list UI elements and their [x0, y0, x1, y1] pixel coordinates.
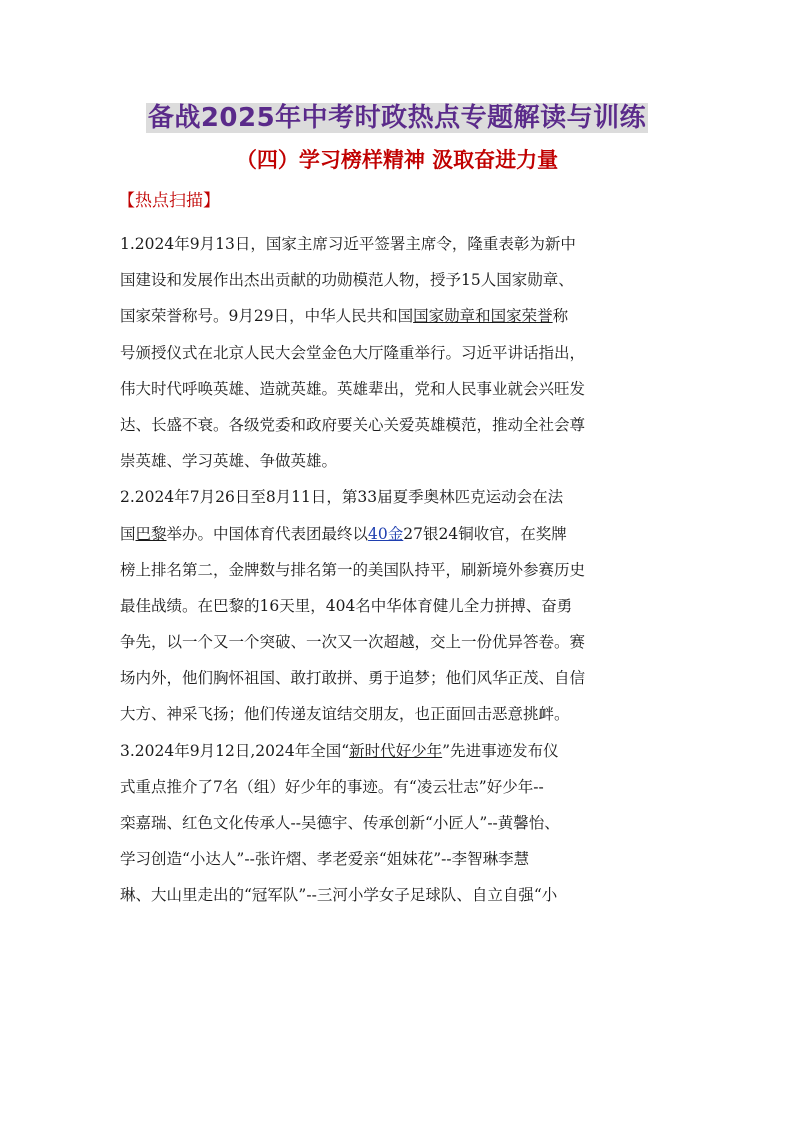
text-segment: 举办。中国体育代表团最终以: [166, 524, 369, 543]
text-line: 大方、神采飞扬；他们传递友谊结交朋友，也正面回击恶意挑衅。: [120, 705, 570, 724]
text-line: 最佳战绩。在巴黎的16天里，404名中华体育健儿全力拼搏、奋勇: [120, 596, 573, 615]
text-segment: 27银24铜收官，在奖牌: [403, 524, 567, 543]
section-label: 【热点扫描】: [118, 191, 220, 211]
paragraph-3: [120, 733, 680, 914]
text-line: 争先，以一个又一个突破、一次又一次超越，交上一份优异答卷。赛: [120, 633, 586, 652]
text-line: 1.2024年9月13日，国家主席习近平签署主席令，隆重表彰为新中: [120, 235, 576, 253]
text-line: 号颁授仪式在北京人民大会堂金色大厅隆重举行。习近平讲话指出，: [120, 343, 586, 362]
inline-link[interactable]: 国家勋章和国家荣誉: [413, 307, 553, 326]
text-segment: 3.2024年9月12日,2024年全国“: [120, 741, 350, 760]
paragraph-2: [120, 479, 680, 732]
inline-link[interactable]: 新时代好少年: [349, 741, 443, 760]
text-segment: 国: [120, 524, 136, 543]
text-segment: ”先进事迹发布仪: [442, 741, 559, 760]
text-line: 学习创造“小达人”--张许熠、孝老爱亲“姐妹花”--李智琳李慧: [120, 850, 530, 869]
paragraph-1: [120, 226, 680, 479]
text-line: 榜上排名第二，金牌数与排名第一的美国队持平，刷新境外参赛历史: [120, 560, 586, 579]
text-line: 国建设和发展作出杰出贡献的功勋模范人物，授予15人国家勋章、: [120, 271, 574, 290]
text-line: 栾嘉瑞、红色文化传承人--吴德宇、传承创新“小匠人”--黄馨怡、: [120, 814, 560, 832]
body-text: [120, 226, 680, 914]
text-line: [120, 733, 680, 769]
text-line: 2.2024年7月26日至8月11日，第33届夏季奥林匹克运动会在法: [120, 488, 564, 507]
text-line: 琳、大山里走出的“冠军队”--三河小学女子足球队、自立自强“小: [120, 886, 558, 905]
inline-link[interactable]: 40金: [368, 524, 404, 543]
text-line: 达、长盛不衰。各级党委和政府要关心关爱英雄模范，推动全社会尊: [120, 415, 586, 434]
page-subtitle: （四）学习榜样精神 汲取奋进力量: [235, 148, 559, 172]
text-line: [120, 516, 680, 552]
text-segment: 国家荣誉称号。9月29日，中华人民共和国: [120, 307, 414, 326]
text-line: 式重点推介了7名（组）好少年的事迹。有“凌云壮志”好少年--: [120, 777, 544, 796]
text-line: 崇英雄、学习英雄、争做英雄。: [120, 452, 338, 471]
page-title: [0, 96, 794, 140]
inline-link[interactable]: 巴黎: [135, 524, 167, 543]
text-line: 伟大时代呼唤英雄、造就英雄。英雄辈出，党和人民事业就会兴旺发: [120, 379, 586, 398]
text-line: [120, 298, 680, 334]
page-title-text: 备战2025年中考时政热点专题解读与训练: [147, 103, 647, 133]
text-line: 场内外，他们胸怀祖国、敢打敢拼、勇于追梦；他们风华正茂、自信: [120, 669, 586, 688]
text-segment: 称: [552, 307, 569, 326]
